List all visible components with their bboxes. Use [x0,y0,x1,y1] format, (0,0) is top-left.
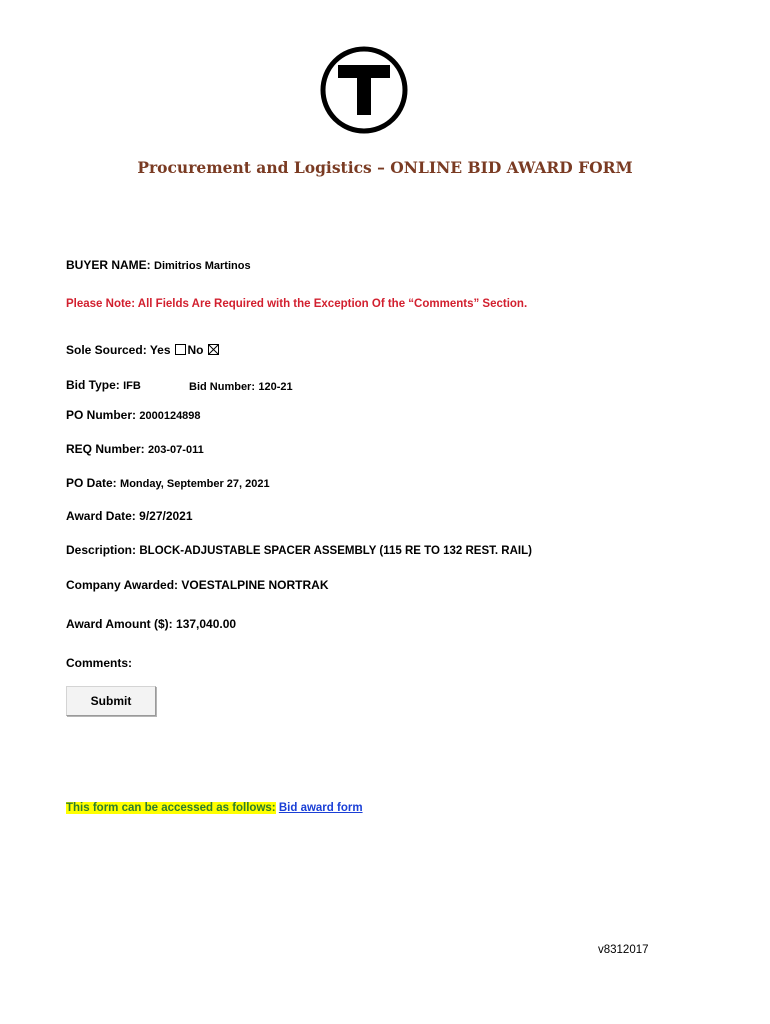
award-date-value: 9/27/2021 [139,509,193,523]
sole-sourced-no-label: No [187,343,204,357]
submit-button[interactable]: Submit [66,686,156,716]
access-note [66,802,363,814]
po-date-label: PO Date: [66,476,117,490]
checkbox-x-icon [209,345,218,354]
comments-label: Comments: [66,656,133,670]
buyer-name-value: Dimitrios Martinos [154,260,251,272]
po-date-value: Monday, September 27, 2021 [120,478,270,490]
sole-sourced-no-checkbox[interactable] [208,344,219,355]
req-number-value: 203-07-011 [148,444,204,456]
bid-type-value: IFB [123,380,141,392]
bid-type-label: Bid Type: [66,378,120,392]
description-value: BLOCK-ADJUSTABLE SPACER ASSEMBLY (115 RE TO 132 REST. RAIL) [139,545,532,557]
req-number-row [66,442,204,456]
bid-number-label: Bid Number: [189,381,255,393]
award-amount-label: Award Amount ($): [66,617,173,631]
bid-number-value: 120-21 [258,381,293,393]
req-number-label: REQ Number: [66,442,145,456]
sole-sourced-yes-checkbox[interactable] [175,344,186,355]
company-awarded-row [66,578,329,592]
page-title: Procurement and Logistics – ONLINE BID AWARD FORM [137,158,633,177]
po-date-row [66,476,270,490]
sole-sourced-label: Sole Sourced: [66,343,147,357]
award-date-label: Award Date: [66,509,136,523]
description-row [66,543,532,557]
sole-sourced-yes-label: Yes [149,343,171,357]
description-label: Description: [66,543,137,557]
po-number-label: PO Number: [66,408,137,422]
company-awarded-value: VOESTALPINE NORTRAK [181,578,329,592]
company-awarded-label: Company Awarded: [66,578,179,592]
bid-number-row [189,379,293,393]
award-date-row [66,509,193,523]
po-number-value: 2000124898 [139,410,201,422]
award-amount-row [66,617,236,631]
mbta-t-logo [320,46,408,134]
bid-award-form-link[interactable]: Bid award form [278,802,363,814]
required-fields-note: Please Note: All Fields Are Required with the Exception Of the “Comments” Section. [66,298,528,310]
access-note-text: This form can be accessed as follows: [66,802,276,814]
sole-sourced-row [66,343,221,357]
version-label: v8312017 [598,944,649,956]
buyer-name-row [66,258,251,272]
award-amount-value: 137,040.00 [176,617,237,631]
buyer-name-label: BUYER NAME: [66,258,151,272]
po-number-row [66,408,201,422]
bid-type-row [66,378,141,392]
